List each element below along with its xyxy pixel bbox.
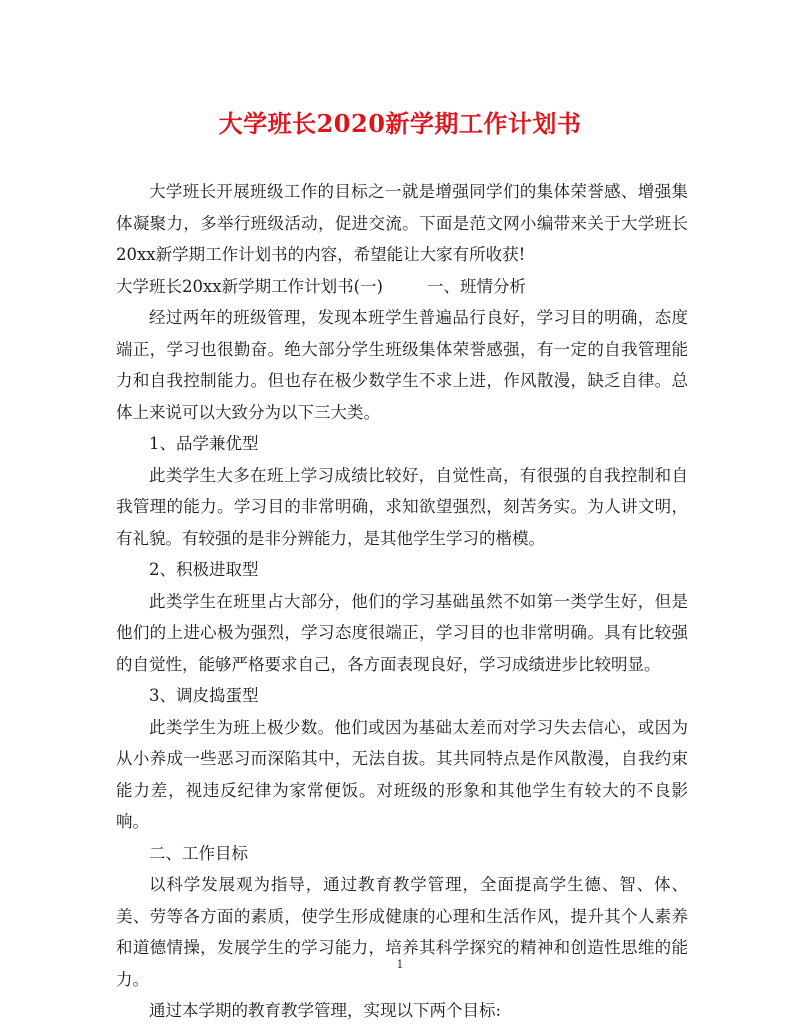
plan-subtitle-line: [116, 271, 688, 303]
category-heading-1: 1、品学兼优型: [149, 434, 259, 453]
category-paragraph-3: 此类学生为班上极少数。他们或因为基础太差而对学习失去信心，或因为从小养成一些恶习而深陷其中，无法自拔。其共同特点是作风散漫，自我约束能力差，视违反纪律为家常便饭。对班级的形象和其他学生有较大的不良影响。: [116, 717, 688, 831]
category-paragraph-1: 此类学生大多在班上学习成绩比较好，自觉性高，有很强的自我控制和自我管理的能力。学习目的非常明确，求知欲望强烈，刻苦务实。为人讲文明，有礼貌。有较强的是非分辨能力，是其他学生学习的楷模。: [116, 465, 688, 548]
section-heading-goals: 二、工作目标: [149, 843, 248, 863]
page-number: 1: [396, 958, 404, 971]
category-paragraph-2: 此类学生在班里占大部分，他们的学习基础虽然不如第一类学生好，但是他们的上进心极为强烈，学习态度很端正，学习目的也非常明确。具有比较强的自觉性，能够严格要求自己，各方面表现良好，学习成绩进步比较明显。: [116, 591, 688, 674]
intro-paragraph: 大学班长开展班级工作的目标之一就是增强同学们的集体荣誉感、增强集体凝聚力，多举行班级活动，促进交流。下面是范文网小编带来关于大学班长20xx新学期工作计划书的内容，希望能让大家有所收获!: [116, 182, 688, 264]
document-title: 大学班长2020新学期工作计划书: [218, 109, 582, 138]
document-body: [116, 176, 688, 1027]
plan-subtitle: 大学班长20xx新学期工作计划书(一): [116, 276, 383, 296]
goals-paragraph: 以科学发展观为指导，通过教育教学管理，全面提高学生德、智、体、美、劳等各方面的素质，使学生形成健康的心理和生活作风，提升其个人素养和道德情操，发展学生的学习能力，培养其科学探究的精神和创造性思维的能力。: [116, 875, 688, 989]
section-heading-class-analysis: 一、班情分析: [426, 276, 526, 296]
category-heading-3: 3、调皮捣蛋型: [149, 686, 259, 705]
goals-intro-paragraph: 通过本学期的教育教学管理，实现以下两个目标:: [149, 1001, 502, 1020]
category-heading-2: 2、积极进取型: [149, 560, 259, 579]
class-analysis-paragraph: 经过两年的班级管理，发现本班学生普遍品行良好，学习目的明确，态度端正，学习也很勤奋。绝大部分学生班级集体荣誉感强，有一定的自我管理能力和自我控制能力。但也存在极少数学生不求上进，作风散漫，缺乏自律。总体上来说可以大致分为以下三大类。: [116, 308, 688, 422]
